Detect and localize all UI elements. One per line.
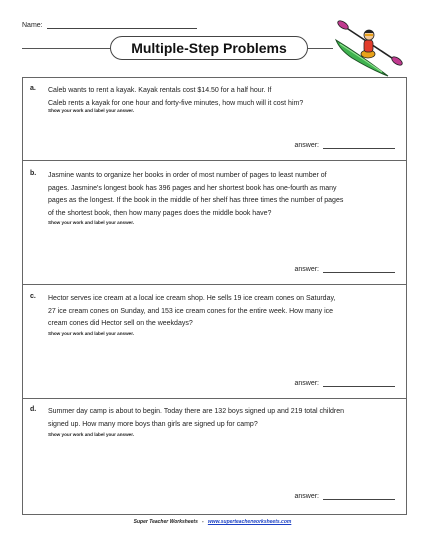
kayaker-icon [332, 20, 404, 82]
title-rule-right [308, 48, 333, 49]
problem-letter: d. [30, 406, 37, 413]
footer-url-link[interactable]: www.superteacherworksheets.com [207, 519, 292, 525]
problem-line: 27 ice cream cones on Sunday, and 153 ice cream cones for the entire week. How many ice [48, 307, 334, 315]
answer-row [294, 493, 395, 500]
problem-line: pages. Jasmine's longest book has 396 pages and her shortest book has one-fourth as many [48, 184, 337, 192]
answer-row [294, 380, 395, 387]
show-work-note: Show your work and label your answer. [48, 331, 135, 336]
answer-field[interactable] [323, 380, 395, 387]
page-title-text: Multiple-Step Problems [131, 40, 287, 56]
problem-line: of the shortest book, then how many pages does the middle book have? [48, 209, 272, 217]
section-divider [22, 398, 407, 399]
problem-line: Hector serves ice cream at a local ice cream shop. He sells 19 ice cream cones on Saturday, [48, 295, 336, 302]
title-rule-left [22, 48, 110, 49]
problem-letter: c. [30, 293, 36, 300]
name-label: Name: [22, 22, 43, 29]
problem-text [48, 170, 403, 220]
page-title [110, 36, 308, 60]
answer-label: answer: [294, 266, 319, 273]
problem-text [48, 85, 403, 110]
problem-letter: a. [30, 85, 36, 92]
answer-row [294, 142, 395, 149]
show-work-note: Show your work and label your answer. [48, 108, 135, 113]
problem-line: Jasmine wants to organize her books in order of most number of pages to least number of [48, 172, 327, 179]
name-row [22, 22, 197, 29]
section-divider [22, 160, 407, 161]
section-divider [22, 284, 407, 285]
footer-separator: - [202, 519, 204, 525]
answer-field[interactable] [323, 266, 395, 273]
problem-text [48, 406, 403, 431]
problem-line: signed up. How many more boys than girls are signed up for camp? [48, 420, 258, 428]
show-work-note: Show your work and label your answer. [48, 220, 135, 225]
answer-label: answer: [294, 493, 319, 500]
problem-line: Caleb rents a kayak for one hour and forty-five minutes, how much will it cost him? [48, 99, 304, 107]
answer-label: answer: [294, 142, 319, 149]
name-input-line[interactable] [47, 22, 197, 29]
show-work-note: Show your work and label your answer. [48, 432, 135, 437]
problem-line: Caleb wants to rent a kayak. Kayak rentals cost $14.50 for a half hour. If [48, 87, 272, 94]
answer-field[interactable] [323, 493, 395, 500]
problem-line: cream cones did Hector sell on the weekdays? [48, 320, 193, 327]
problem-letter: b. [30, 170, 37, 177]
answer-label: answer: [294, 380, 319, 387]
footer-brand: Super Teacher Worksheets [133, 519, 198, 525]
problem-line: Summer day camp is about to begin. Today there are 132 boys signed up and 219 total children [48, 408, 345, 415]
problem-text [48, 293, 403, 331]
answer-row [294, 266, 395, 273]
answer-field[interactable] [323, 142, 395, 149]
problem-line: pages as the longest. If the book in the middle of her shelf has three times the number of pages [48, 197, 344, 204]
footer [0, 519, 425, 525]
